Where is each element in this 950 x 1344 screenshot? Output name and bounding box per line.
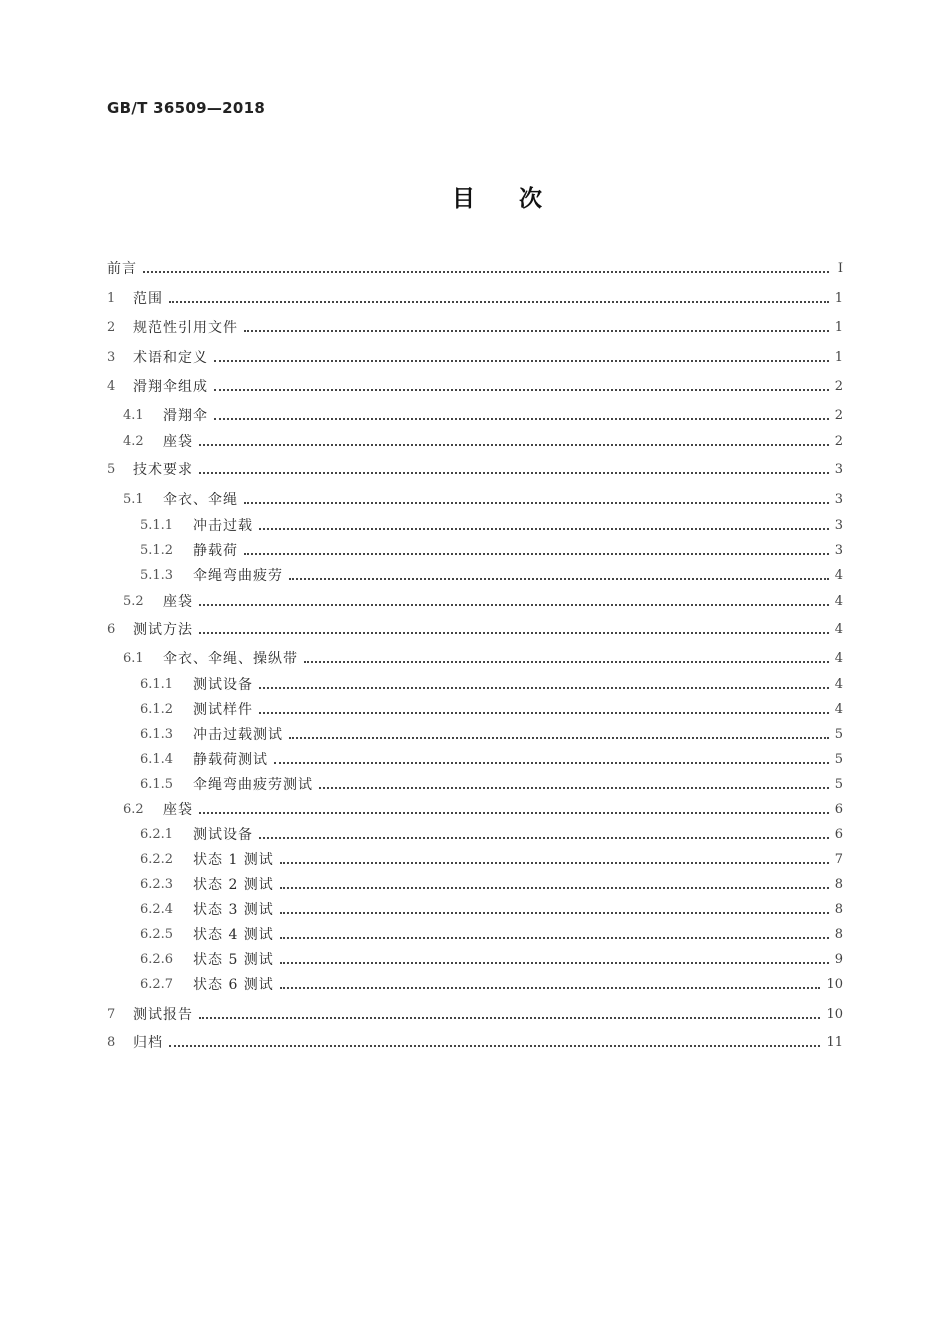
toc-entry[interactable]: [107, 799, 843, 821]
toc-dot-leader: [280, 962, 829, 964]
toc-entry[interactable]: [107, 619, 843, 641]
toc-dot-leader: [304, 661, 829, 663]
toc-entry-page-number: 4: [834, 651, 843, 666]
toc-entry[interactable]: [107, 899, 843, 921]
toc-entry-number: 6.1: [123, 651, 144, 666]
toc-entry-page-number: 4: [834, 568, 843, 583]
toc-entry-page-number: 3: [834, 492, 843, 507]
toc-entry-page-number: 8: [834, 877, 843, 892]
toc-entry[interactable]: [107, 974, 843, 996]
toc-entry-page-number: 6: [834, 827, 843, 842]
toc-entry[interactable]: [107, 724, 843, 746]
toc-dot-leader: [244, 553, 829, 555]
toc-dot-leader: [280, 937, 829, 939]
toc-entry-page-number: 4: [834, 594, 843, 609]
toc-entry-page-number: 5: [834, 752, 843, 767]
toc-entry-number: 5.1: [123, 492, 144, 507]
toc-entry[interactable]: [107, 459, 843, 481]
toc-entry-title: 滑翔伞组成: [133, 379, 208, 395]
toc-entry[interactable]: [107, 288, 843, 310]
toc-entry-page-number: 3: [834, 543, 843, 558]
toc-entry-number: 6.1.1: [140, 677, 174, 692]
toc-dot-leader: [244, 330, 829, 332]
toc-entry-title: 规范性引用文件: [133, 320, 238, 336]
toc-entry-page-number: Ⅰ: [837, 261, 843, 276]
toc-entry-page-number: 6: [834, 802, 843, 817]
toc-dot-leader: [214, 418, 829, 420]
toc-entry-page-number: 7: [834, 852, 843, 867]
toc-entry-title: 冲击过载: [193, 518, 253, 534]
toc-entry-page-number: 2: [834, 434, 843, 449]
toc-entry[interactable]: [107, 874, 843, 896]
toc-entry-number: 3: [107, 350, 116, 365]
toc-entry-number: 6.2.5: [140, 927, 174, 942]
toc-entry-title: 伞衣、伞绳: [163, 492, 238, 508]
toc-entry-number: 6.1.4: [140, 752, 174, 767]
toc-dot-leader: [274, 762, 829, 764]
toc-entry[interactable]: [107, 1004, 843, 1026]
toc-entry[interactable]: [107, 347, 843, 369]
toc-entry-title: 范围: [133, 291, 163, 307]
toc-dot-leader: [199, 444, 829, 446]
toc-entry-title: 术语和定义: [133, 350, 208, 366]
toc-entry-title: 技术要求: [133, 462, 193, 478]
toc-entry-page-number: 5: [834, 777, 843, 792]
toc-entry[interactable]: [107, 674, 843, 696]
toc-dot-leader: [169, 1045, 820, 1047]
toc-entry-title: 滑翔伞: [163, 408, 208, 424]
toc-entry-page-number: 3: [834, 462, 843, 477]
page-title: 目次: [452, 186, 586, 212]
toc-dot-leader: [214, 389, 829, 391]
toc-entry-number: 5.2: [123, 594, 144, 609]
toc-entry-number: 1: [107, 291, 116, 306]
toc-entry-page-number: 4: [834, 702, 843, 717]
toc-entry-page-number: 3: [834, 518, 843, 533]
toc-entry-title: 静载荷: [193, 543, 238, 559]
toc-entry-number: 5.1.1: [140, 518, 174, 533]
document-code: GB/T 36509—2018: [107, 99, 266, 117]
toc-entry[interactable]: [107, 1032, 843, 1054]
toc-entry-title: 状态 5 测试: [193, 952, 274, 968]
toc-entry-title: 状态 4 测试: [193, 927, 274, 943]
toc-entry-page-number: 5: [834, 727, 843, 742]
toc-dot-leader: [280, 862, 829, 864]
toc-entry-title: 座袋: [163, 802, 193, 818]
toc-entry[interactable]: [107, 591, 843, 613]
toc-entry-title: 测试报告: [133, 1007, 193, 1023]
toc-entry-page-number: 10: [826, 977, 843, 992]
toc-dot-leader: [199, 1017, 820, 1019]
toc-dot-leader: [244, 502, 829, 504]
toc-entry-page-number: 1: [834, 291, 843, 306]
toc-entry-number: 6.1.2: [140, 702, 174, 717]
toc-dot-leader: [319, 787, 829, 789]
toc-entry-page-number: 9: [834, 952, 843, 967]
toc-entry-page-number: 2: [834, 408, 843, 423]
toc-entry-title: 前言: [107, 261, 137, 277]
toc-entry-number: 6.2.7: [140, 977, 174, 992]
toc-entry-title: 座袋: [163, 434, 193, 450]
toc-entry-number: 6.2.1: [140, 827, 174, 842]
toc-entry-page-number: 11: [826, 1035, 843, 1050]
toc-entry-page-number: 4: [834, 622, 843, 637]
toc-dot-leader: [259, 712, 829, 714]
toc-dot-leader: [199, 604, 829, 606]
toc-dot-leader: [289, 578, 829, 580]
toc-entry-title: 测试设备: [193, 827, 253, 843]
toc-entry[interactable]: [107, 258, 843, 280]
toc-dot-leader: [259, 528, 829, 530]
toc-entry-number: 2: [107, 320, 116, 335]
toc-entry-number: 4.1: [123, 408, 144, 423]
toc-entry-page-number: 8: [834, 902, 843, 917]
toc-entry-number: 6.2.4: [140, 902, 174, 917]
toc-entry-title: 静载荷测试: [193, 752, 268, 768]
toc-dot-leader: [199, 812, 829, 814]
toc-entry-number: 6.2.3: [140, 877, 174, 892]
toc-entry-number: 6.2.2: [140, 852, 174, 867]
toc-entry[interactable]: [107, 515, 843, 537]
toc-dot-leader: [259, 837, 829, 839]
toc-entry-title: 状态 6 测试: [193, 977, 274, 993]
toc-dot-leader: [143, 271, 829, 273]
toc-entry-title: 状态 2 测试: [193, 877, 274, 893]
toc-entry[interactable]: [107, 774, 843, 796]
toc-entry-title: 伞绳弯曲疲劳测试: [193, 777, 313, 793]
toc-entry[interactable]: [107, 405, 843, 427]
toc-entry-number: 6.2: [123, 802, 144, 817]
toc-entry[interactable]: [107, 949, 843, 971]
toc-entry-number: 8: [107, 1035, 116, 1050]
toc-entry-page-number: 1: [834, 350, 843, 365]
toc-entry-title: 测试设备: [193, 677, 253, 693]
toc-entry-page-number: 4: [834, 677, 843, 692]
toc-entry-page-number: 1: [834, 320, 843, 335]
toc-dot-leader: [199, 472, 829, 474]
toc-entry-page-number: 10: [826, 1007, 843, 1022]
toc-entry-title: 状态 3 测试: [193, 902, 274, 918]
toc-dot-leader: [199, 632, 829, 634]
toc-entry[interactable]: [107, 565, 843, 587]
toc-entry-title: 冲击过载测试: [193, 727, 283, 743]
toc-entry-title: 状态 1 测试: [193, 852, 274, 868]
toc-entry[interactable]: [107, 489, 843, 511]
toc-entry[interactable]: [107, 431, 843, 453]
toc-entry-number: 6.1.5: [140, 777, 174, 792]
toc-entry[interactable]: [107, 317, 843, 339]
toc-entry-number: 6.2.6: [140, 952, 174, 967]
toc-entry-title: 座袋: [163, 594, 193, 610]
toc-entry-title: 伞衣、伞绳、操纵带: [163, 651, 298, 667]
toc-entry-title: 测试样件: [193, 702, 253, 718]
toc-entry-page-number: 8: [834, 927, 843, 942]
toc-entry-title: 伞绳弯曲疲劳: [193, 568, 283, 584]
toc-dot-leader: [280, 887, 829, 889]
toc-dot-leader: [259, 687, 829, 689]
toc-entry[interactable]: [107, 648, 843, 670]
toc-entry-number: 4: [107, 379, 116, 394]
toc-entry-title: 测试方法: [133, 622, 193, 638]
toc-entry[interactable]: [107, 376, 843, 398]
toc-dot-leader: [214, 360, 829, 362]
toc-entry-number: 4.2: [123, 434, 144, 449]
toc-entry-number: 5.1.3: [140, 568, 174, 583]
toc-entry-number: 5: [107, 462, 116, 477]
toc-dot-leader: [289, 737, 829, 739]
toc-dot-leader: [169, 301, 829, 303]
toc-entry[interactable]: [107, 924, 843, 946]
toc-entry-number: 6.1.3: [140, 727, 174, 742]
toc-entry-number: 7: [107, 1007, 116, 1022]
toc-entry[interactable]: [107, 824, 843, 846]
toc-entry[interactable]: [107, 749, 843, 771]
toc-entry-page-number: 2: [834, 379, 843, 394]
toc-entry-number: 6: [107, 622, 116, 637]
toc-dot-leader: [280, 912, 829, 914]
toc-entry-title: 归档: [133, 1035, 163, 1051]
toc-entry[interactable]: [107, 849, 843, 871]
toc-entry[interactable]: [107, 540, 843, 562]
toc-entry[interactable]: [107, 699, 843, 721]
toc-entry-number: 5.1.2: [140, 543, 174, 558]
toc-dot-leader: [280, 987, 821, 989]
